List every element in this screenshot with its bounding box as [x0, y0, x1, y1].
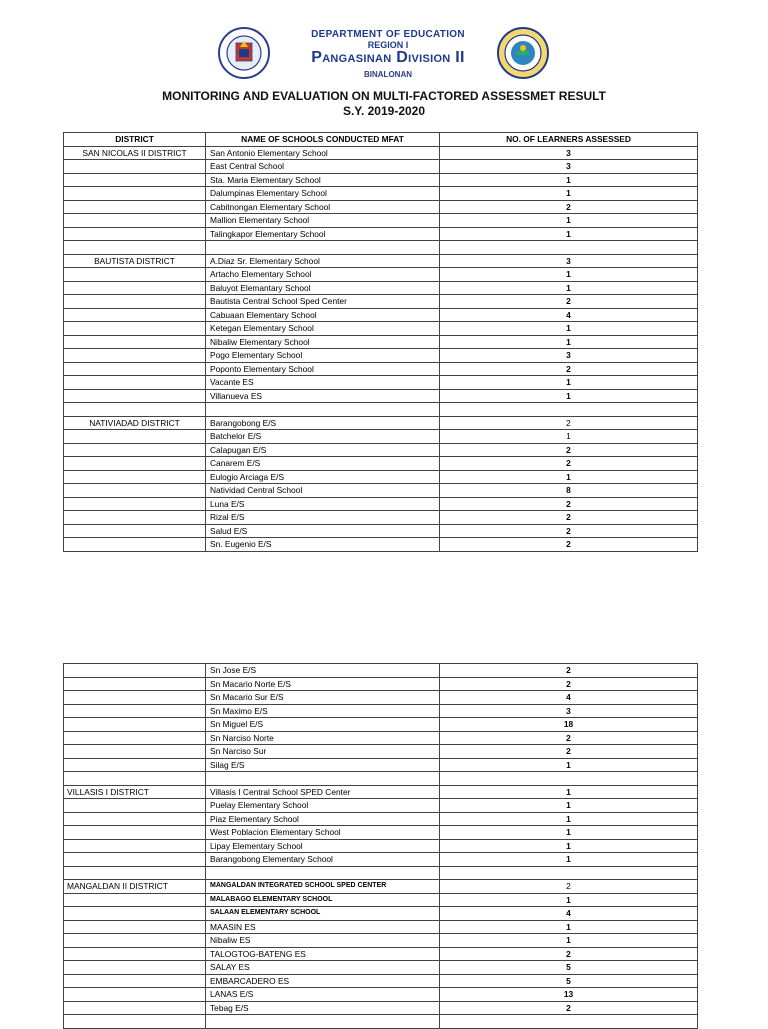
table-row: [64, 403, 698, 417]
learners-count-cell: 1: [440, 173, 698, 187]
learners-count-cell: 3: [440, 254, 698, 268]
table-row: [64, 704, 698, 718]
table-row: [64, 443, 698, 457]
table-row: [64, 691, 698, 705]
district-cell: [64, 745, 206, 759]
school-name-cell: Sn. Eugenio E/S: [206, 538, 440, 552]
learners-count-cell: 3: [440, 160, 698, 174]
table-row: [64, 839, 698, 853]
table-row: [64, 826, 698, 840]
learners-count-cell: 2: [440, 538, 698, 552]
district-cell: [64, 812, 206, 826]
learners-count-cell: 5: [440, 974, 698, 988]
learners-count-cell: 2: [440, 880, 698, 894]
district-cell: [64, 1001, 206, 1015]
school-name-cell: SALAAN ELEMENTARY SCHOOL: [206, 907, 440, 921]
school-name-cell: LANAS E/S: [206, 988, 440, 1002]
table-row: [64, 880, 698, 894]
learners-count-cell: [440, 241, 698, 255]
district-cell: [64, 677, 206, 691]
table-row: [64, 799, 698, 813]
table-row: [64, 745, 698, 759]
school-name-cell: Batchelor E/S: [206, 430, 440, 444]
town-name: BINALONAN: [364, 70, 412, 79]
table-row: [64, 497, 698, 511]
school-name-cell: Sn Maximo E/S: [206, 704, 440, 718]
district-cell: SAN NICOLAS II DISTRICT: [64, 146, 206, 160]
district-cell: [64, 335, 206, 349]
learners-count-cell: 2: [440, 664, 698, 678]
learners-count-cell: 1: [440, 758, 698, 772]
district-cell: [64, 974, 206, 988]
school-name-cell: [206, 241, 440, 255]
school-name-cell: [206, 772, 440, 786]
table-row: [64, 362, 698, 376]
department-name: DEPARTMENT OF EDUCATION: [311, 29, 465, 40]
table-row: [64, 376, 698, 390]
learners-count-cell: 1: [440, 799, 698, 813]
learners-count-cell: 2: [440, 295, 698, 309]
district-cell: [64, 308, 206, 322]
school-name-cell: Nibaliw ES: [206, 934, 440, 948]
school-name-cell: Luna E/S: [206, 497, 440, 511]
district-cell: VILLASIS I DISTRICT: [64, 785, 206, 799]
district-cell: [64, 322, 206, 336]
district-cell: [64, 295, 206, 309]
district-cell: [64, 718, 206, 732]
table-row: [64, 853, 698, 867]
learners-count-cell: 1: [440, 389, 698, 403]
district-cell: [64, 704, 206, 718]
learners-count-cell: 13: [440, 988, 698, 1002]
district-cell: [64, 457, 206, 471]
table-row: [64, 200, 698, 214]
learners-count-cell: 1: [440, 187, 698, 201]
school-name-cell: Canarem E/S: [206, 457, 440, 471]
school-name-cell: Nibaliw Elementary School: [206, 335, 440, 349]
district-cell: [64, 907, 206, 921]
column-header-school: NAME OF SCHOOLS CONDUCTED MFAT: [206, 133, 440, 147]
school-name-cell: Bautista Central School Sped Center: [206, 295, 440, 309]
region-name: REGION I: [367, 40, 409, 50]
table-row: [64, 160, 698, 174]
district-cell: [64, 758, 206, 772]
table-row: [64, 758, 698, 772]
school-name-cell: Artacho Elementary School: [206, 268, 440, 282]
school-name-cell: [206, 403, 440, 417]
table-row: [64, 389, 698, 403]
table-row: [64, 974, 698, 988]
district-cell: [64, 731, 206, 745]
district-cell: [64, 160, 206, 174]
school-name-cell: Poponto Elementary School: [206, 362, 440, 376]
learners-count-cell: 2: [440, 457, 698, 471]
district-cell: [64, 538, 206, 552]
pangasinan-division-seal-logo: [495, 27, 551, 79]
table-row: [64, 484, 698, 498]
learners-count-cell: 1: [440, 430, 698, 444]
district-cell: [64, 664, 206, 678]
learners-count-cell: 1: [440, 376, 698, 390]
district-cell: [64, 988, 206, 1002]
school-year: S.Y. 2019-2020: [342, 104, 426, 118]
table-row: [64, 295, 698, 309]
school-name-cell: Sn Narciso Norte: [206, 731, 440, 745]
table-row: [64, 988, 698, 1002]
district-cell: [64, 430, 206, 444]
learners-count-cell: 2: [440, 362, 698, 376]
table-row: [64, 470, 698, 484]
table-row: [64, 322, 698, 336]
table-row: [64, 812, 698, 826]
district-cell: [64, 376, 206, 390]
school-name-cell: MAASIN ES: [206, 920, 440, 934]
school-name-cell: MANGALDAN INTEGRATED SCHOOL SPED CENTER: [206, 880, 440, 894]
district-cell: [64, 772, 206, 786]
district-cell: [64, 214, 206, 228]
school-name-cell: Ketegan Elementary School: [206, 322, 440, 336]
school-name-cell: San Antonio Elementary School: [206, 146, 440, 160]
table-row: [64, 538, 698, 552]
learners-count-cell: 1: [440, 227, 698, 241]
school-name-cell: SALAY ES: [206, 961, 440, 975]
school-name-cell: Natividad Central School: [206, 484, 440, 498]
learners-count-cell: [440, 866, 698, 880]
learners-count-cell: [440, 403, 698, 417]
school-name-cell: Pogo Elementary School: [206, 349, 440, 363]
school-name-cell: EMBARCADERO ES: [206, 974, 440, 988]
school-name-cell: Villanueva ES: [206, 389, 440, 403]
district-cell: [64, 497, 206, 511]
column-header-learners: NO. OF LEARNERS ASSESSED: [440, 133, 698, 147]
table-row: [64, 731, 698, 745]
table-row: [64, 947, 698, 961]
school-name-cell: Rizal E/S: [206, 511, 440, 525]
school-name-cell: Talingkapor Elementary School: [206, 227, 440, 241]
school-name-cell: East Central School: [206, 160, 440, 174]
report-title: MONITORING AND EVALUATION ON MULTI-FACTORED ASSESSMET RESULT: [162, 89, 606, 103]
district-cell: [64, 281, 206, 295]
table-row: [64, 416, 698, 430]
table-row: [64, 241, 698, 255]
table-row: [64, 187, 698, 201]
school-name-cell: Puelay Elementary School: [206, 799, 440, 813]
school-name-cell: Lipay Elementary School: [206, 839, 440, 853]
school-name-cell: Sn Miguel E/S: [206, 718, 440, 732]
district-cell: [64, 866, 206, 880]
district-cell: [64, 961, 206, 975]
learners-count-cell: 1: [440, 268, 698, 282]
district-cell: [64, 227, 206, 241]
table-row: [64, 430, 698, 444]
district-cell: [64, 691, 206, 705]
school-name-cell: [206, 1015, 440, 1029]
district-cell: [64, 826, 206, 840]
district-cell: MANGALDAN II DISTRICT: [64, 880, 206, 894]
table-row: [64, 1001, 698, 1015]
table-row: [64, 524, 698, 538]
learners-count-cell: 2: [440, 731, 698, 745]
school-name-cell: Calapugan E/S: [206, 443, 440, 457]
table-row: [64, 349, 698, 363]
learners-count-cell: 2: [440, 947, 698, 961]
district-cell: [64, 470, 206, 484]
table-row: [64, 664, 698, 678]
table-row: [64, 146, 698, 160]
district-cell: [64, 524, 206, 538]
district-cell: [64, 268, 206, 282]
school-name-cell: MALABAGO ELEMENTARY SCHOOL: [206, 893, 440, 907]
learners-count-cell: 2: [440, 200, 698, 214]
district-cell: [64, 349, 206, 363]
learners-count-cell: 1: [440, 920, 698, 934]
table-row: [64, 173, 698, 187]
learners-count-cell: 2: [440, 745, 698, 759]
learners-count-cell: [440, 772, 698, 786]
school-name-cell: Sn Narciso Sur: [206, 745, 440, 759]
school-name-cell: Tebag E/S: [206, 1001, 440, 1015]
learners-count-cell: 5: [440, 961, 698, 975]
table-row: [64, 785, 698, 799]
learners-count-cell: 1: [440, 812, 698, 826]
learners-count-cell: 2: [440, 1001, 698, 1015]
table-row: [64, 227, 698, 241]
table-row: [64, 718, 698, 732]
district-cell: [64, 200, 206, 214]
district-cell: [64, 934, 206, 948]
school-name-cell: Cabitnongan Elementary School: [206, 200, 440, 214]
district-cell: [64, 389, 206, 403]
district-cell: BAUTISTA DISTRICT: [64, 254, 206, 268]
school-name-cell: Eulogio Arciaga E/S: [206, 470, 440, 484]
table-row: [64, 214, 698, 228]
learners-count-cell: 1: [440, 335, 698, 349]
school-name-cell: Sn Jose E/S: [206, 664, 440, 678]
table-row: [64, 920, 698, 934]
learners-count-cell: 8: [440, 484, 698, 498]
division-name: Pangasinan Division II: [311, 49, 465, 66]
district-cell: [64, 853, 206, 867]
table-row: [64, 308, 698, 322]
table-row: [64, 907, 698, 921]
learners-count-cell: 1: [440, 281, 698, 295]
school-name-cell: Vacante ES: [206, 376, 440, 390]
learners-count-cell: [440, 1015, 698, 1029]
learners-count-cell: 1: [440, 893, 698, 907]
district-cell: [64, 362, 206, 376]
learners-count-cell: 1: [440, 214, 698, 228]
district-cell: [64, 947, 206, 961]
table-row: [64, 457, 698, 471]
learners-count-cell: 1: [440, 470, 698, 484]
column-header-district: DISTRICT: [64, 133, 206, 147]
learners-count-cell: 3: [440, 146, 698, 160]
school-name-cell: West Poblacion Elementary School: [206, 826, 440, 840]
school-name-cell: Villasis I Central School SPED Center: [206, 785, 440, 799]
learners-count-cell: 4: [440, 308, 698, 322]
learners-count-cell: 2: [440, 524, 698, 538]
table-row: [64, 254, 698, 268]
learners-count-cell: 1: [440, 785, 698, 799]
district-cell: [64, 920, 206, 934]
district-cell: [64, 1015, 206, 1029]
learners-count-cell: 2: [440, 511, 698, 525]
table-row: [64, 1015, 698, 1029]
table-row: [64, 511, 698, 525]
district-cell: [64, 799, 206, 813]
school-name-cell: TALOGTOG-BATENG ES: [206, 947, 440, 961]
learners-count-cell: 1: [440, 839, 698, 853]
school-name-cell: Sn Macario Sur E/S: [206, 691, 440, 705]
district-cell: [64, 187, 206, 201]
table-row: [64, 866, 698, 880]
school-name-cell: Barangobong E/S: [206, 416, 440, 430]
table-row: [64, 934, 698, 948]
mfat-table-page-2: [63, 663, 698, 1029]
table-row: [64, 268, 698, 282]
district-cell: [64, 403, 206, 417]
learners-count-cell: 1: [440, 826, 698, 840]
school-name-cell: [206, 866, 440, 880]
table-header-row: [64, 133, 698, 147]
learners-count-cell: 3: [440, 704, 698, 718]
learners-count-cell: 18: [440, 718, 698, 732]
school-name-cell: Cabuaan Elementary School: [206, 308, 440, 322]
learners-count-cell: 2: [440, 497, 698, 511]
learners-count-cell: 2: [440, 416, 698, 430]
district-cell: [64, 839, 206, 853]
district-cell: [64, 443, 206, 457]
learners-count-cell: 1: [440, 934, 698, 948]
district-cell: NATIVIADAD DISTRICT: [64, 416, 206, 430]
learners-count-cell: 1: [440, 853, 698, 867]
table-row: [64, 281, 698, 295]
district-cell: [64, 241, 206, 255]
learners-count-cell: 4: [440, 907, 698, 921]
school-name-cell: Salud E/S: [206, 524, 440, 538]
district-cell: [64, 484, 206, 498]
school-name-cell: Sn Macario Norte E/S: [206, 677, 440, 691]
deped-seal-logo: [216, 27, 272, 79]
district-cell: [64, 893, 206, 907]
district-cell: [64, 511, 206, 525]
school-name-cell: Sta. Maria Elementary School: [206, 173, 440, 187]
school-name-cell: Mallion Elementary School: [206, 214, 440, 228]
table-row: [64, 772, 698, 786]
mfat-table-page-1: [63, 132, 698, 552]
school-name-cell: Barangobong Elementary School: [206, 853, 440, 867]
learners-count-cell: 2: [440, 443, 698, 457]
table-row: [64, 677, 698, 691]
school-name-cell: Dalumpinas Elementary School: [206, 187, 440, 201]
learners-count-cell: 1: [440, 322, 698, 336]
school-name-cell: A.Diaz Sr. Elementary School: [206, 254, 440, 268]
school-name-cell: Baluyot Elemantary School: [206, 281, 440, 295]
learners-count-cell: 4: [440, 691, 698, 705]
school-name-cell: Piaz Elementary School: [206, 812, 440, 826]
table-row: [64, 893, 698, 907]
table-row: [64, 961, 698, 975]
learners-count-cell: 2: [440, 677, 698, 691]
learners-count-cell: 3: [440, 349, 698, 363]
table-row: [64, 335, 698, 349]
district-cell: [64, 173, 206, 187]
school-name-cell: Silag E/S: [206, 758, 440, 772]
